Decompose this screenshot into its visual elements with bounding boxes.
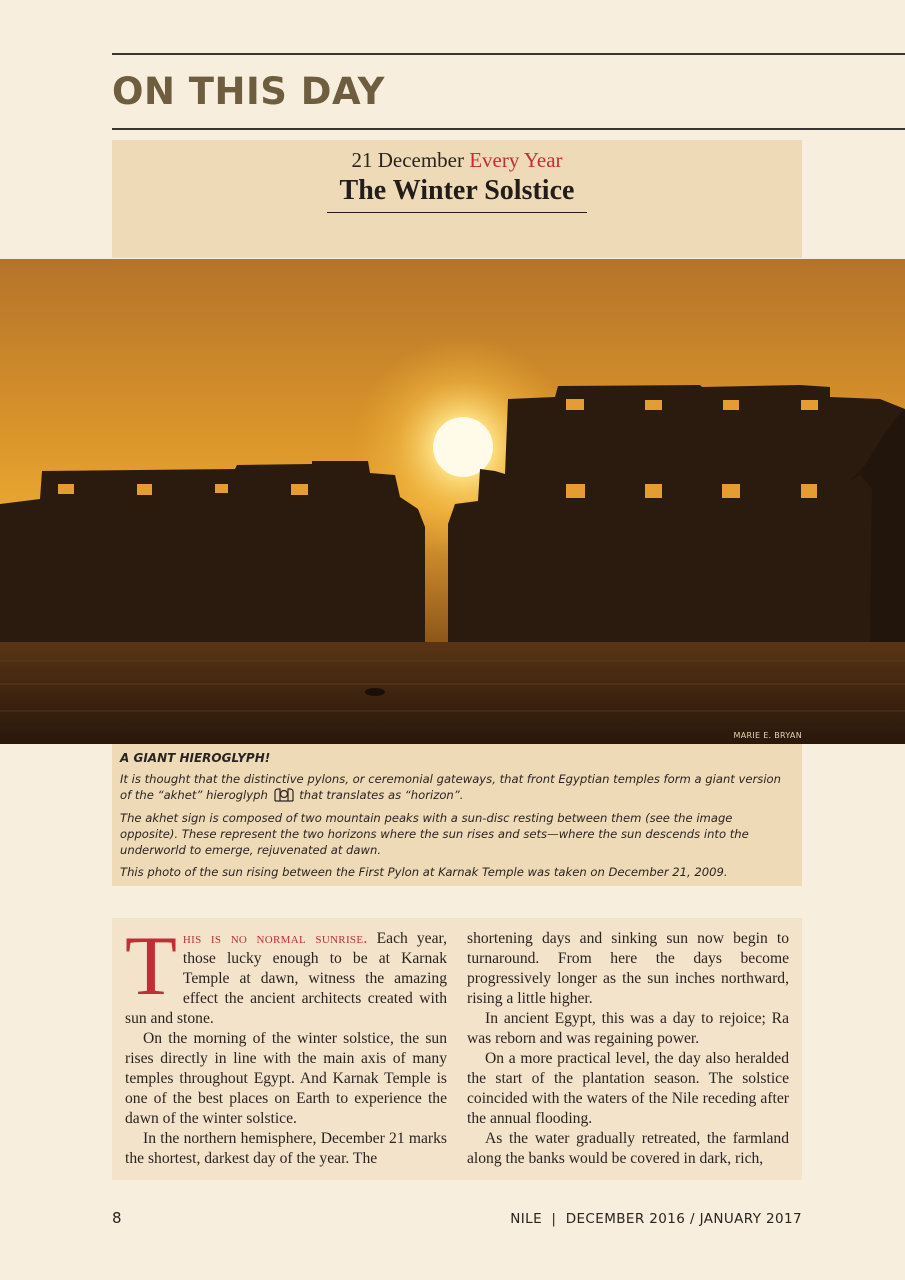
feature-date-line [112,148,802,173]
article-paragraph-3: In the northern hemisphere, December 21 marks the shortest, darkest day of the year. The [125,1130,447,1167]
article-p1-text: Each year, those lucky enough to be at Karnak Temple at dawn, witness the amazing effect the ancient architects created with sun and stone. [125,930,447,1027]
article-paragraph-3-continued: shortening days and sinking sun now begin to turnaround. From here the days become progressively longer as the sun inches northward, rising a little higher. [467,930,789,1007]
article-paragraph-2: On the morning of the winter solstice, the sun rises directly in line with the main axis of many temples throughout Egypt. And Karnak Temple is one of the best places on Earth to experience the dawn of the winter solstice. [125,1030,447,1127]
lead-in: his is no normal sunrise. [182,930,368,947]
article-paragraph-4: In ancient Egypt, this was a day to rejoice; Ra was reborn and was regaining power. [467,1010,789,1047]
article-paragraph-1 [125,919,447,1029]
caption-p1-start: It is thought that the distinctive pylons, or ceremonial gateways, that front Egyptian temples form a giant version of the “akhet” hieroglyph [120,772,781,802]
distant-figure [365,688,385,696]
akhet-hieroglyph-icon [274,788,294,802]
feature-recurrence: Every Year [469,148,563,172]
caption-paragraph-3: This photo of the sun rising between the First Pylon at Karnak Temple was taken on December 21, 2009. [120,865,728,879]
article-column-left [125,919,447,1169]
karnak-sunrise-photo [0,259,905,744]
caption-paragraph-2: The akhet sign is composed of two mountain peaks with a sun-disc resting between them (see the image opposite). These represent the two horizons where the sun rises and sets—where the sun descends into the underworld to emerge, rejuvenated at dawn. [120,811,749,857]
feature-header [112,140,802,258]
page-number: 8 [112,1209,122,1227]
feature-date: 21 December [351,148,464,172]
header-rule-top [112,53,905,55]
publication-footer: NILE | DECEMBER 2016 / JANUARY 2017 [510,1211,802,1227]
drop-cap: T [125,919,177,1013]
section-title: ON THIS DAY [112,70,385,113]
article-column-right [467,929,789,1169]
header-rule-bottom [112,128,905,130]
caption-p1-end: that translates as “horizon”. [299,788,464,802]
caption-paragraph-1 [120,771,792,803]
temple-forecourt [0,642,905,744]
pylon-right [448,385,905,644]
article-paragraph-6: As the water gradually retreated, the farmland along the banks would be covered in dark, rich, [467,1130,789,1167]
photo-credit: MARIE E. BRYAN [733,731,802,740]
sun-disc [433,417,493,477]
article-body [112,918,802,1180]
article-paragraph-5: On a more practical level, the day also heralded the start of the plantation season. The solstice coincided with the waters of the Nile receding after the annual flooding. [467,1050,789,1127]
photo-caption [112,744,802,886]
caption-heading: A GIANT HIEROGLYPH! [120,751,271,765]
feature-title: The Winter Solstice [327,175,587,213]
